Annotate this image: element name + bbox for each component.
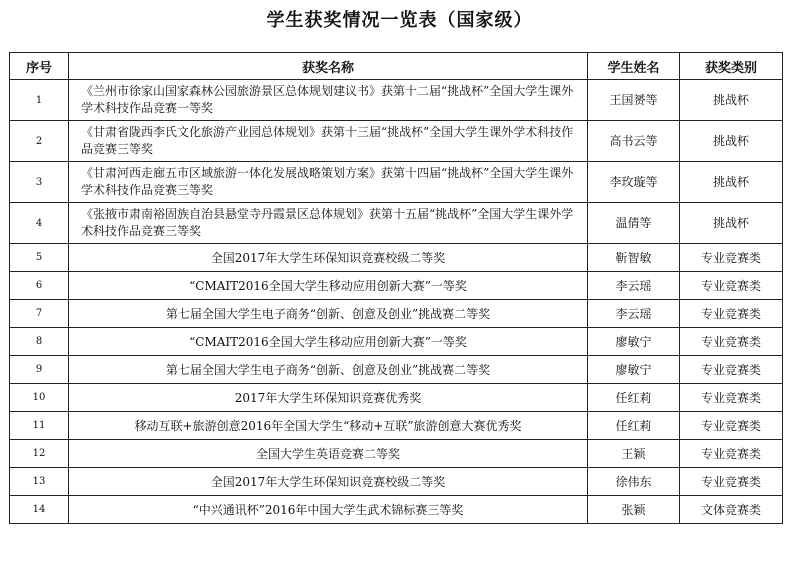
table-row [10,80,783,121]
table-row [10,384,783,412]
row-award-category: 专业竞赛类 [680,384,783,412]
row-student-name: 廖敏宁 [588,356,680,384]
row-award-category: 专业竞赛类 [680,356,783,384]
row-award-category: 专业竞赛类 [680,272,783,300]
row-award-name: 全国2017年大学生环保知识竞赛校级二等奖 [69,468,588,496]
table-row [10,300,783,328]
table-row [10,272,783,300]
row-student-name: 张颖 [588,496,680,524]
row-num: 5 [10,244,69,272]
row-num: 7 [10,300,69,328]
row-award-name: 全国大学生英语竞赛二等奖 [69,440,588,468]
row-student-name: 李云瑶 [588,300,680,328]
row-student-name: 王颖 [588,440,680,468]
row-num: 8 [10,328,69,356]
row-student-name: 靳智敏 [588,244,680,272]
row-num: 11 [10,412,69,440]
header-award-category: 获奖类别 [680,53,783,80]
table-row [10,440,783,468]
row-award-name: 全国2017年大学生环保知识竞赛校级二等奖 [69,244,588,272]
row-award-category: 文体竞赛类 [680,496,783,524]
row-num: 10 [10,384,69,412]
row-award-name: 《甘肃省陇西李氏文化旅游产业园总体规划》获第十三届“挑战杯”全国大学生课外学术科技作品竞赛三等奖 [69,121,588,162]
header-num: 序号 [10,53,69,80]
row-student-name: 王国赟等 [588,80,680,121]
awards-table [9,52,783,524]
row-num: 1 [10,80,69,121]
row-award-category: 挑战杯 [680,162,783,203]
row-award-name: “CMAIT2016全国大学生移动应用创新大赛”一等奖 [69,328,588,356]
row-num: 9 [10,356,69,384]
table-row [10,121,783,162]
row-student-name: 任红莉 [588,384,680,412]
header-student-name: 学生姓名 [588,53,680,80]
table-row [10,328,783,356]
row-student-name: 廖敏宁 [588,328,680,356]
row-num: 6 [10,272,69,300]
row-num: 13 [10,468,69,496]
row-num: 3 [10,162,69,203]
table-row [10,244,783,272]
row-student-name: 李玫璇等 [588,162,680,203]
row-award-name: 《甘肃河西走廊五市区域旅游一体化发展战略策划方案》获第十四届“挑战杯”全国大学生课外学术科技作品竞赛三等奖 [69,162,588,203]
table-header-row [10,53,783,80]
row-num: 12 [10,440,69,468]
table-row [10,356,783,384]
row-award-name: 《张掖市肃南裕固族自治县悬堂寺丹霞景区总体规划》获第十五届“挑战杯”全国大学生课外学术科技作品竞赛三等奖 [69,203,588,244]
row-award-name: 《兰州市徐家山国家森林公园旅游景区总体规划建议书》获第十二届“挑战杯”全国大学生课外学术科技作品竞赛一等奖 [69,80,588,121]
row-award-name: 2017年大学生环保知识竞赛优秀奖 [69,384,588,412]
row-award-category: 专业竞赛类 [680,328,783,356]
row-award-category: 专业竞赛类 [680,412,783,440]
table-row [10,203,783,244]
row-award-category: 专业竞赛类 [680,468,783,496]
table-row [10,412,783,440]
table-row [10,496,783,524]
row-award-category: 专业竞赛类 [680,244,783,272]
row-award-name: “中兴通讯杯”2016年中国大学生武术锦标赛三等奖 [69,496,588,524]
row-award-name: 第七届全国大学生电子商务“创新、创意及创业”挑战赛二等奖 [69,300,588,328]
page-title: 学生获奖情况一览表（国家级） [266,10,533,31]
row-student-name: 温倩等 [588,203,680,244]
row-award-category: 挑战杯 [680,80,783,121]
row-award-name: “CMAIT2016全国大学生移动应用创新大赛”一等奖 [69,272,588,300]
header-award-name: 获奖名称 [69,53,588,80]
row-award-category: 挑战杯 [680,121,783,162]
row-num: 2 [10,121,69,162]
row-num: 14 [10,496,69,524]
row-student-name: 任红莉 [588,412,680,440]
row-student-name: 徐伟东 [588,468,680,496]
row-award-category: 挑战杯 [680,203,783,244]
table-row [10,468,783,496]
row-student-name: 高书云等 [588,121,680,162]
table-row [10,162,783,203]
row-award-name: 移动互联+旅游创意2016年全国大学生“移动+互联”旅游创意大赛优秀奖 [69,412,588,440]
row-award-category: 专业竞赛类 [680,300,783,328]
row-student-name: 李云瑶 [588,272,680,300]
row-award-category: 专业竞赛类 [680,440,783,468]
row-num: 4 [10,203,69,244]
row-award-name: 第七届全国大学生电子商务“创新、创意及创业”挑战赛二等奖 [69,356,588,384]
